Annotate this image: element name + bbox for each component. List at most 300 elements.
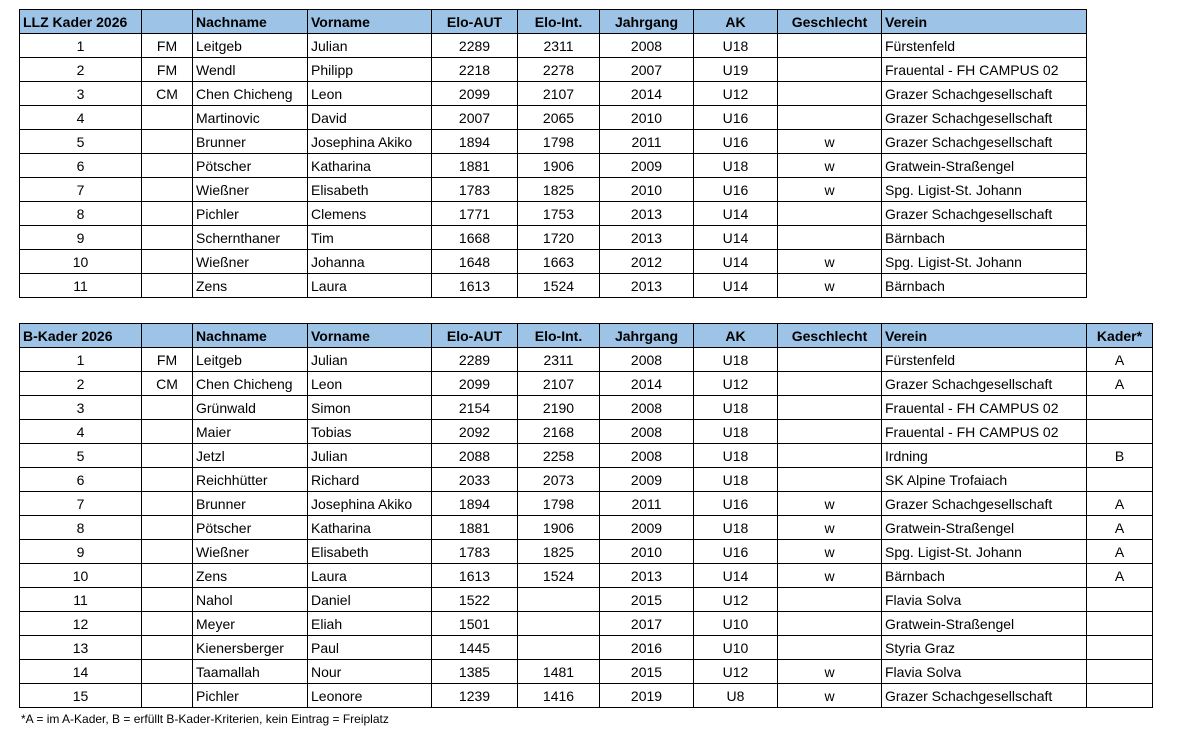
table-cell: Wießner bbox=[193, 540, 308, 564]
table-cell: Kienersberger bbox=[193, 636, 308, 660]
table-cell: Clemens bbox=[308, 202, 432, 226]
table-cell bbox=[142, 612, 193, 636]
table-cell: U18 bbox=[694, 348, 778, 372]
table-cell: A bbox=[1087, 492, 1153, 516]
table-cell: Taamallah bbox=[193, 660, 308, 684]
table-cell: 2009 bbox=[600, 516, 694, 540]
table-cell: Grazer Schachgesellschaft bbox=[882, 492, 1087, 516]
table-cell: w bbox=[778, 274, 882, 298]
table-cell: 9 bbox=[20, 540, 142, 564]
table-cell: Styria Graz bbox=[882, 636, 1087, 660]
table-cell: 2099 bbox=[432, 372, 518, 396]
table-cell: 2311 bbox=[518, 34, 600, 58]
table-cell bbox=[778, 82, 882, 106]
table-cell bbox=[518, 612, 600, 636]
table-cell: Frauental - FH CAMPUS 02 bbox=[882, 420, 1087, 444]
table-cell: U12 bbox=[694, 372, 778, 396]
table-cell: David bbox=[308, 106, 432, 130]
table-cell: Grazer Schachgesellschaft bbox=[882, 372, 1087, 396]
table-cell: Fürstenfeld bbox=[882, 348, 1087, 372]
table-cell: U10 bbox=[694, 612, 778, 636]
table-cell: Grazer Schachgesellschaft bbox=[882, 202, 1087, 226]
table-row bbox=[20, 684, 1153, 708]
table-cell bbox=[142, 274, 193, 298]
table-cell: U19 bbox=[694, 58, 778, 82]
table-cell: SK Alpine Trofaiach bbox=[882, 468, 1087, 492]
table-cell: Laura bbox=[308, 564, 432, 588]
table-row bbox=[20, 106, 1087, 130]
table-cell: Spg. Ligist-St. Johann bbox=[882, 250, 1087, 274]
table-cell: 1385 bbox=[432, 660, 518, 684]
table-cell: U8 bbox=[694, 684, 778, 708]
table-cell: 1720 bbox=[518, 226, 600, 250]
table-cell: Zens bbox=[193, 564, 308, 588]
table-cell: U18 bbox=[694, 154, 778, 178]
table-cell: 1825 bbox=[518, 178, 600, 202]
column-header: Vorname bbox=[308, 10, 432, 34]
table-cell: Flavia Solva bbox=[882, 660, 1087, 684]
table-cell: Josephina Akiko bbox=[308, 130, 432, 154]
table-cell: Pichler bbox=[193, 684, 308, 708]
column-header bbox=[142, 10, 193, 34]
table-cell: Pötscher bbox=[193, 154, 308, 178]
table-cell: 2033 bbox=[432, 468, 518, 492]
llz-header-row bbox=[20, 10, 1087, 34]
column-header bbox=[142, 324, 193, 348]
table-cell: Julian bbox=[308, 348, 432, 372]
table-cell: 1 bbox=[20, 348, 142, 372]
table-row bbox=[20, 250, 1087, 274]
column-header: Elo-Int. bbox=[518, 10, 600, 34]
table-cell bbox=[778, 420, 882, 444]
table-cell: w bbox=[778, 154, 882, 178]
table-cell: 2010 bbox=[600, 178, 694, 202]
table-cell bbox=[778, 348, 882, 372]
table-cell bbox=[142, 564, 193, 588]
table-cell: 2013 bbox=[600, 226, 694, 250]
table-cell: FM bbox=[142, 58, 193, 82]
table-cell: 8 bbox=[20, 516, 142, 540]
table-cell: 7 bbox=[20, 492, 142, 516]
column-header: Geschlecht bbox=[778, 324, 882, 348]
table-cell: 2289 bbox=[432, 34, 518, 58]
table-cell: Elisabeth bbox=[308, 178, 432, 202]
table-cell: 2013 bbox=[600, 202, 694, 226]
table-cell: CM bbox=[142, 372, 193, 396]
column-header: LLZ Kader 2026 bbox=[20, 10, 142, 34]
table-cell: 3 bbox=[20, 82, 142, 106]
column-header: Verein bbox=[882, 10, 1087, 34]
table-cell: Martinovic bbox=[193, 106, 308, 130]
table-row bbox=[20, 226, 1087, 250]
table-cell bbox=[778, 396, 882, 420]
table-cell: Philipp bbox=[308, 58, 432, 82]
table-cell: 6 bbox=[20, 468, 142, 492]
table-cell: 1881 bbox=[432, 516, 518, 540]
table-cell: 2107 bbox=[518, 82, 600, 106]
table-row bbox=[20, 420, 1153, 444]
table-cell: Chen Chicheng bbox=[193, 82, 308, 106]
table-cell: Flavia Solva bbox=[882, 588, 1087, 612]
table-cell: Katharina bbox=[308, 516, 432, 540]
b-kader-table bbox=[19, 323, 1153, 708]
table-cell: 1783 bbox=[432, 178, 518, 202]
table-cell: 4 bbox=[20, 420, 142, 444]
table-cell: 2015 bbox=[600, 660, 694, 684]
table-cell: Simon bbox=[308, 396, 432, 420]
table-cell: 1239 bbox=[432, 684, 518, 708]
table-cell: Leonore bbox=[308, 684, 432, 708]
table-cell: 1798 bbox=[518, 130, 600, 154]
table-row bbox=[20, 202, 1087, 226]
table-cell: Richard bbox=[308, 468, 432, 492]
table-cell: 1524 bbox=[518, 274, 600, 298]
table-cell: 2016 bbox=[600, 636, 694, 660]
table-cell: Bärnbach bbox=[882, 226, 1087, 250]
table-cell: Elisabeth bbox=[308, 540, 432, 564]
table-row bbox=[20, 468, 1153, 492]
table-cell: 1501 bbox=[432, 612, 518, 636]
table-cell: 2065 bbox=[518, 106, 600, 130]
table-cell: 9 bbox=[20, 226, 142, 250]
table-cell: CM bbox=[142, 82, 193, 106]
table-cell: 2008 bbox=[600, 396, 694, 420]
table-cell: 1753 bbox=[518, 202, 600, 226]
column-header: B-Kader 2026 bbox=[20, 324, 142, 348]
table-cell bbox=[142, 396, 193, 420]
table-cell: 8 bbox=[20, 202, 142, 226]
table-row bbox=[20, 130, 1087, 154]
table-cell: U10 bbox=[694, 636, 778, 660]
table-cell: 2010 bbox=[600, 106, 694, 130]
table-cell: w bbox=[778, 564, 882, 588]
table-cell: 2009 bbox=[600, 154, 694, 178]
table-cell bbox=[778, 226, 882, 250]
table-cell: 2311 bbox=[518, 348, 600, 372]
table-cell bbox=[778, 34, 882, 58]
table-cell: U18 bbox=[694, 468, 778, 492]
column-header: Nachname bbox=[193, 324, 308, 348]
table-cell bbox=[1087, 396, 1153, 420]
table-cell: Meyer bbox=[193, 612, 308, 636]
table-row bbox=[20, 372, 1153, 396]
table-cell bbox=[778, 588, 882, 612]
table-cell: 7 bbox=[20, 178, 142, 202]
table-cell: A bbox=[1087, 540, 1153, 564]
table-cell: A bbox=[1087, 348, 1153, 372]
table-cell: Johanna bbox=[308, 250, 432, 274]
table-cell: Wießner bbox=[193, 250, 308, 274]
table-cell: A bbox=[1087, 564, 1153, 588]
table-cell bbox=[778, 106, 882, 130]
table-cell: U12 bbox=[694, 660, 778, 684]
table-cell: 2 bbox=[20, 372, 142, 396]
table-row bbox=[20, 34, 1087, 58]
table-cell: 1524 bbox=[518, 564, 600, 588]
footnote: *A = im A-Kader, B = erfüllt B-Kader-Kriterien, kein Eintrag = Freiplatz bbox=[21, 712, 389, 726]
table-cell bbox=[1087, 588, 1153, 612]
table-cell: Fürstenfeld bbox=[882, 34, 1087, 58]
column-header: Nachname bbox=[193, 10, 308, 34]
table-cell bbox=[142, 202, 193, 226]
table-cell: Irdning bbox=[882, 444, 1087, 468]
table-cell: Schernthaner bbox=[193, 226, 308, 250]
table-row bbox=[20, 58, 1087, 82]
table-cell: 2011 bbox=[600, 130, 694, 154]
table-cell: w bbox=[778, 660, 882, 684]
table-cell: 2010 bbox=[600, 540, 694, 564]
table-cell: Grazer Schachgesellschaft bbox=[882, 130, 1087, 154]
table-cell: 15 bbox=[20, 684, 142, 708]
table-row bbox=[20, 274, 1087, 298]
table-cell: 1825 bbox=[518, 540, 600, 564]
table-cell bbox=[778, 612, 882, 636]
table-cell: 2009 bbox=[600, 468, 694, 492]
table-cell: 1 bbox=[20, 34, 142, 58]
table-cell: Leon bbox=[308, 372, 432, 396]
table-cell: Spg. Ligist-St. Johann bbox=[882, 540, 1087, 564]
table-cell: 2 bbox=[20, 58, 142, 82]
table-cell: U16 bbox=[694, 130, 778, 154]
table-cell: Grazer Schachgesellschaft bbox=[882, 684, 1087, 708]
table-row bbox=[20, 636, 1153, 660]
llz-body bbox=[20, 34, 1087, 298]
table-cell: 2008 bbox=[600, 34, 694, 58]
table-cell bbox=[142, 226, 193, 250]
table-cell: Katharina bbox=[308, 154, 432, 178]
table-cell: 2014 bbox=[600, 82, 694, 106]
table-cell: 2008 bbox=[600, 348, 694, 372]
table-cell: w bbox=[778, 684, 882, 708]
table-cell: 2278 bbox=[518, 58, 600, 82]
table-cell: w bbox=[778, 492, 882, 516]
table-cell: Tim bbox=[308, 226, 432, 250]
table-cell: 14 bbox=[20, 660, 142, 684]
table-row bbox=[20, 82, 1087, 106]
table-cell: 1522 bbox=[432, 588, 518, 612]
table-cell: 11 bbox=[20, 588, 142, 612]
table-cell bbox=[142, 516, 193, 540]
table-cell: 2154 bbox=[432, 396, 518, 420]
table-row bbox=[20, 178, 1087, 202]
table-cell: 12 bbox=[20, 612, 142, 636]
table-cell: 1894 bbox=[432, 130, 518, 154]
table-cell: 2073 bbox=[518, 468, 600, 492]
table-cell: U18 bbox=[694, 420, 778, 444]
table-cell: U14 bbox=[694, 564, 778, 588]
table-cell: Frauental - FH CAMPUS 02 bbox=[882, 58, 1087, 82]
table-cell: 2107 bbox=[518, 372, 600, 396]
table-cell: w bbox=[778, 250, 882, 274]
table-cell: 1798 bbox=[518, 492, 600, 516]
table-cell: U16 bbox=[694, 178, 778, 202]
table-cell: 2019 bbox=[600, 684, 694, 708]
table-cell bbox=[778, 372, 882, 396]
table-cell: 5 bbox=[20, 444, 142, 468]
table-cell: 1906 bbox=[518, 516, 600, 540]
table-cell: Maier bbox=[193, 420, 308, 444]
table-cell: Wießner bbox=[193, 178, 308, 202]
column-header: Jahrgang bbox=[600, 10, 694, 34]
table-cell: 2099 bbox=[432, 82, 518, 106]
column-header: Elo-AUT bbox=[432, 10, 518, 34]
table-cell: Nour bbox=[308, 660, 432, 684]
table-cell: U14 bbox=[694, 226, 778, 250]
table-cell: Leitgeb bbox=[193, 34, 308, 58]
table-cell bbox=[142, 684, 193, 708]
table-cell: U14 bbox=[694, 274, 778, 298]
table-cell: U16 bbox=[694, 492, 778, 516]
table-row bbox=[20, 348, 1153, 372]
table-cell: U18 bbox=[694, 444, 778, 468]
column-header: Vorname bbox=[308, 324, 432, 348]
table-cell: 2007 bbox=[432, 106, 518, 130]
table-cell: 1771 bbox=[432, 202, 518, 226]
table-cell: 1783 bbox=[432, 540, 518, 564]
table-cell bbox=[142, 468, 193, 492]
table-cell: Pichler bbox=[193, 202, 308, 226]
table-cell: 2168 bbox=[518, 420, 600, 444]
table-cell: 2011 bbox=[600, 492, 694, 516]
table-cell bbox=[142, 250, 193, 274]
table-cell bbox=[778, 468, 882, 492]
table-cell: Bärnbach bbox=[882, 564, 1087, 588]
table-cell: 1481 bbox=[518, 660, 600, 684]
table-cell: 6 bbox=[20, 154, 142, 178]
column-header: AK bbox=[694, 10, 778, 34]
table-cell: 1648 bbox=[432, 250, 518, 274]
table-cell: 2258 bbox=[518, 444, 600, 468]
table-cell: w bbox=[778, 130, 882, 154]
table-cell: 2088 bbox=[432, 444, 518, 468]
table-cell: 1416 bbox=[518, 684, 600, 708]
table-cell: w bbox=[778, 516, 882, 540]
table-cell: Julian bbox=[308, 34, 432, 58]
table-cell bbox=[1087, 420, 1153, 444]
table-cell: Wendl bbox=[193, 58, 308, 82]
table-cell bbox=[1087, 636, 1153, 660]
table-cell: 1906 bbox=[518, 154, 600, 178]
table-cell bbox=[142, 636, 193, 660]
table-cell: A bbox=[1087, 516, 1153, 540]
table-cell: Chen Chicheng bbox=[193, 372, 308, 396]
table-cell bbox=[778, 636, 882, 660]
table-cell: 11 bbox=[20, 274, 142, 298]
table-cell: B bbox=[1087, 444, 1153, 468]
table-row bbox=[20, 492, 1153, 516]
table-cell: Grazer Schachgesellschaft bbox=[882, 106, 1087, 130]
table-cell: U14 bbox=[694, 250, 778, 274]
table-cell bbox=[778, 444, 882, 468]
table-cell: Leon bbox=[308, 82, 432, 106]
table-cell: A bbox=[1087, 372, 1153, 396]
table-cell: 1881 bbox=[432, 154, 518, 178]
table-row bbox=[20, 588, 1153, 612]
table-cell: Grazer Schachgesellschaft bbox=[882, 82, 1087, 106]
table-cell bbox=[1087, 468, 1153, 492]
column-header: Verein bbox=[882, 324, 1087, 348]
table-cell: 2014 bbox=[600, 372, 694, 396]
table-cell: U18 bbox=[694, 396, 778, 420]
table-cell: Gratwein-Straßengel bbox=[882, 154, 1087, 178]
table-cell bbox=[142, 492, 193, 516]
table-cell: 1613 bbox=[432, 564, 518, 588]
table-cell: 4 bbox=[20, 106, 142, 130]
table-cell: Bärnbach bbox=[882, 274, 1087, 298]
column-header: Kader* bbox=[1087, 324, 1153, 348]
table-cell: 10 bbox=[20, 250, 142, 274]
table-row bbox=[20, 516, 1153, 540]
table-cell: Spg. Ligist-St. Johann bbox=[882, 178, 1087, 202]
table-cell: Julian bbox=[308, 444, 432, 468]
table-cell bbox=[142, 444, 193, 468]
table-cell bbox=[518, 588, 600, 612]
column-header: AK bbox=[694, 324, 778, 348]
column-header: Geschlecht bbox=[778, 10, 882, 34]
table-cell: 1613 bbox=[432, 274, 518, 298]
table-cell: w bbox=[778, 178, 882, 202]
table-cell: U18 bbox=[694, 34, 778, 58]
table-cell bbox=[142, 420, 193, 444]
table-cell: Daniel bbox=[308, 588, 432, 612]
table-cell bbox=[778, 202, 882, 226]
table-cell: 13 bbox=[20, 636, 142, 660]
table-cell: Reichhütter bbox=[193, 468, 308, 492]
table-cell: Gratwein-Straßengel bbox=[882, 516, 1087, 540]
table-cell: Gratwein-Straßengel bbox=[882, 612, 1087, 636]
table-cell bbox=[142, 106, 193, 130]
table-row bbox=[20, 660, 1153, 684]
table-cell: FM bbox=[142, 348, 193, 372]
table-cell: Zens bbox=[193, 274, 308, 298]
column-header: Elo-AUT bbox=[432, 324, 518, 348]
table-row bbox=[20, 540, 1153, 564]
table-cell: 1668 bbox=[432, 226, 518, 250]
table-cell: U16 bbox=[694, 106, 778, 130]
table-row bbox=[20, 612, 1153, 636]
table-cell: 2008 bbox=[600, 420, 694, 444]
table-cell: 2289 bbox=[432, 348, 518, 372]
table-cell: 2007 bbox=[600, 58, 694, 82]
table-cell: w bbox=[778, 540, 882, 564]
table-cell: 1445 bbox=[432, 636, 518, 660]
table-cell: 1663 bbox=[518, 250, 600, 274]
table-cell: Laura bbox=[308, 274, 432, 298]
table-cell: Frauental - FH CAMPUS 02 bbox=[882, 396, 1087, 420]
table-cell: Josephina Akiko bbox=[308, 492, 432, 516]
table-cell: 2092 bbox=[432, 420, 518, 444]
table-cell: Pötscher bbox=[193, 516, 308, 540]
table-cell: U12 bbox=[694, 588, 778, 612]
table-cell: FM bbox=[142, 34, 193, 58]
table-cell: 2008 bbox=[600, 444, 694, 468]
table-cell bbox=[142, 178, 193, 202]
table-cell: 2013 bbox=[600, 564, 694, 588]
table-cell bbox=[142, 588, 193, 612]
table-cell: 10 bbox=[20, 564, 142, 588]
table-cell: 2015 bbox=[600, 588, 694, 612]
table-cell: 2012 bbox=[600, 250, 694, 274]
table-cell: 5 bbox=[20, 130, 142, 154]
table-row bbox=[20, 396, 1153, 420]
table-cell: Brunner bbox=[193, 492, 308, 516]
table-cell: Brunner bbox=[193, 130, 308, 154]
table-cell bbox=[142, 154, 193, 178]
column-header: Elo-Int. bbox=[518, 324, 600, 348]
table-cell: U12 bbox=[694, 82, 778, 106]
table-row bbox=[20, 564, 1153, 588]
table-row bbox=[20, 444, 1153, 468]
